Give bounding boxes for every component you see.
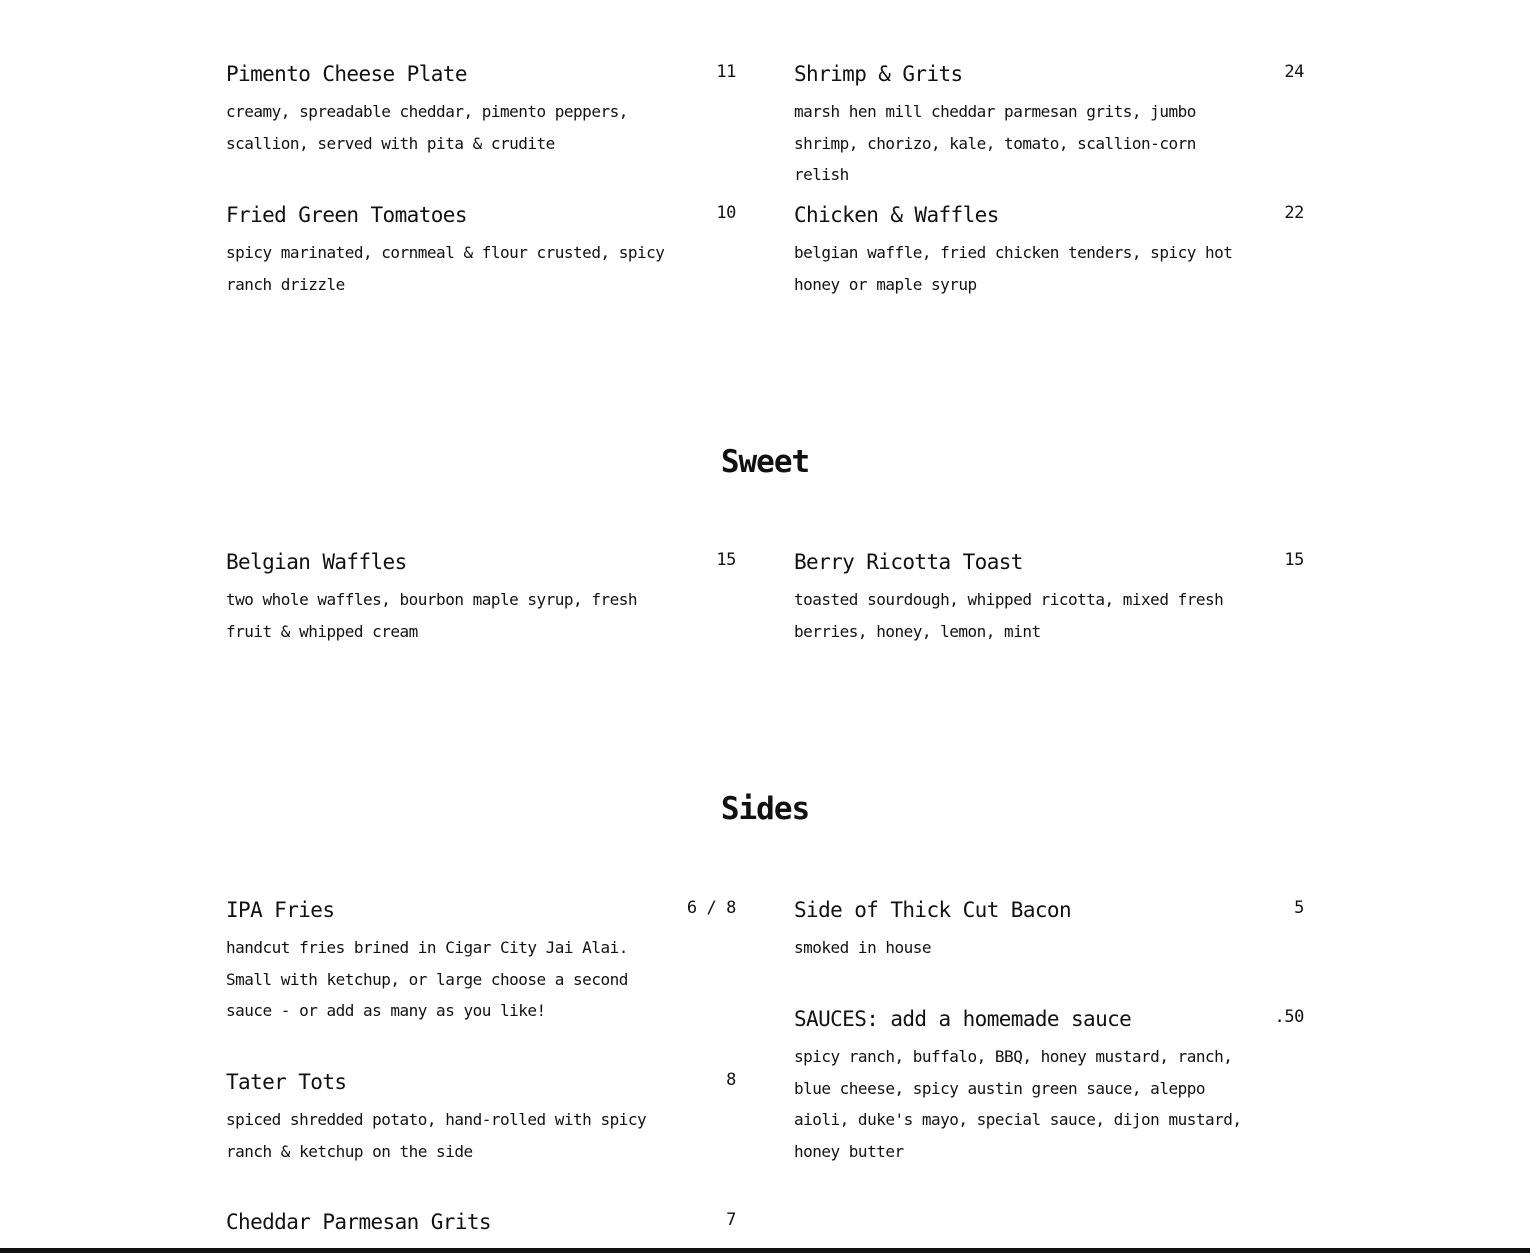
item-name: Pimento Cheese Plate xyxy=(226,62,467,86)
menu-item-shrimp-and-grits xyxy=(794,60,1304,191)
item-description: smoked in house xyxy=(794,938,931,957)
item-price: 5 xyxy=(1294,898,1304,918)
menu-item-ipa-fries xyxy=(226,896,736,1027)
item-description: handcut fries brined in Cigar City Jai Alai. Small with ketchup, or large choose a second sauce - or add as many as you like! xyxy=(226,938,628,1020)
item-description: spicy marinated, cornmeal & flour crusted, spicy ranch drizzle xyxy=(226,243,665,294)
item-description: toasted sourdough, whipped ricotta, mixed fresh berries, honey, lemon, mint xyxy=(794,590,1224,641)
item-name: Cheddar Parmesan Grits xyxy=(226,1210,491,1234)
item-description: two whole waffles, bourbon maple syrup, fresh fruit & whipped cream xyxy=(226,590,637,641)
section-title-sweet: Sweet xyxy=(720,444,810,480)
item-description: creamy, spreadable cheddar, pimento peppers, scallion, served with pita & crudite xyxy=(226,102,628,153)
menu-item-fried-green-tomatoes xyxy=(226,201,736,300)
item-price: 7 xyxy=(726,1210,736,1230)
menu-item-side-of-thick-cut-bacon xyxy=(794,896,1304,964)
menu-item-chicken-and-waffles xyxy=(794,201,1304,300)
item-description: spicy ranch, buffalo, BBQ, honey mustard, ranch, blue cheese, spicy austin green sauce, aleppo aioli, duke's mayo, special sauce, dijon mustard, honey butter xyxy=(794,1047,1242,1161)
menu-item-belgian-waffles xyxy=(226,548,736,647)
item-price: 6 / 8 xyxy=(686,898,736,918)
item-price: 22 xyxy=(1284,203,1304,223)
item-name: Shrimp & Grits xyxy=(794,62,963,86)
item-description: belgian waffle, fried chicken tenders, spicy hot honey or maple syrup xyxy=(794,243,1233,294)
bottom-divider xyxy=(0,1248,1530,1253)
item-name: Side of Thick Cut Bacon xyxy=(794,898,1071,922)
item-price: 10 xyxy=(716,203,736,223)
item-name: Fried Green Tomatoes xyxy=(226,203,467,227)
item-price: 8 xyxy=(726,1070,736,1090)
menu-item-tater-tots xyxy=(226,1068,736,1167)
item-name: Tater Tots xyxy=(226,1070,347,1094)
item-name: Belgian Waffles xyxy=(226,550,407,574)
item-name: IPA Fries xyxy=(226,898,335,922)
section-title-sides: Sides xyxy=(720,791,810,827)
menu-item-sauces xyxy=(794,1005,1304,1167)
item-name: SAUCES: add a homemade sauce xyxy=(794,1007,1132,1031)
item-price: 11 xyxy=(716,62,736,82)
menu-item-cheddar-parmesan-grits xyxy=(226,1208,736,1236)
menu-item-pimento-cheese-plate xyxy=(226,60,736,159)
item-price: .50 xyxy=(1274,1007,1304,1027)
item-name: Berry Ricotta Toast xyxy=(794,550,1023,574)
item-price: 24 xyxy=(1284,62,1304,82)
item-name: Chicken & Waffles xyxy=(794,203,999,227)
item-description: marsh hen mill cheddar parmesan grits, jumbo shrimp, chorizo, kale, tomato, scallion-corn relish xyxy=(794,102,1196,184)
menu-item-berry-ricotta-toast xyxy=(794,548,1304,647)
item-price: 15 xyxy=(716,550,736,570)
item-description: spiced shredded potato, hand-rolled with spicy ranch & ketchup on the side xyxy=(226,1110,647,1161)
item-price: 15 xyxy=(1284,550,1304,570)
